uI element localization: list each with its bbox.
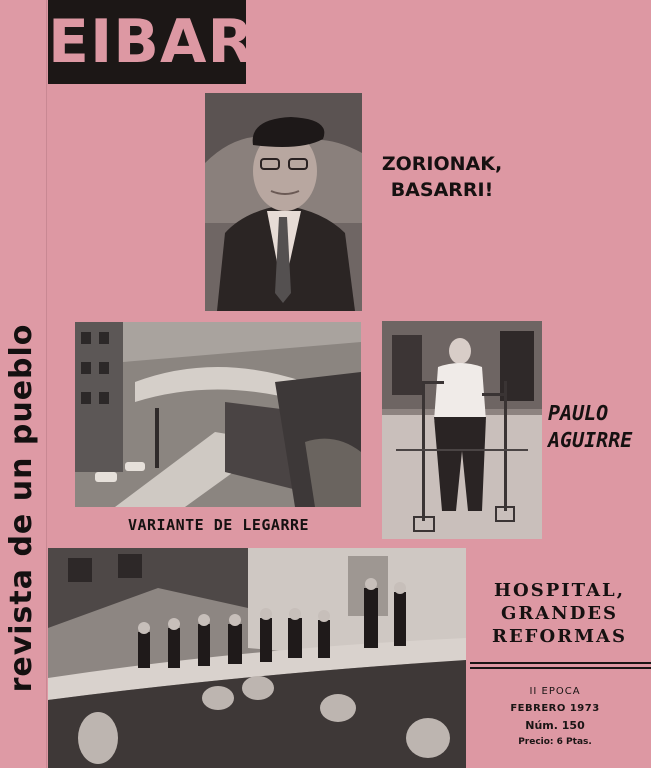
headline-paulo-line2: AGUIRRE — [548, 428, 633, 452]
headline-basarri-line2: BASARRI! — [390, 179, 494, 201]
headline-hospital-line2: GRANDES — [500, 603, 619, 624]
headline-paulo-aguirre — [548, 400, 651, 454]
spine-tagline: revista de un pueblo — [4, 323, 39, 693]
headline-basarri-line1: ZORIONAK, — [381, 153, 503, 175]
headline-paulo-line1: PAULO — [548, 401, 609, 425]
headline-hospital — [468, 579, 651, 648]
show-through-masthead — [440, 28, 620, 64]
headline-basarri — [372, 151, 512, 203]
paulo-aguirre-photo — [382, 321, 542, 539]
hospital-photo — [48, 548, 466, 768]
masthead-title: EIBAR — [48, 7, 255, 77]
spine-strip — [0, 0, 47, 768]
variante-photo — [75, 322, 361, 507]
masthead — [48, 0, 255, 84]
issue-info — [470, 684, 640, 751]
headline-hospital-line1: HOSPITAL, — [494, 580, 625, 601]
portrait-photo — [205, 93, 362, 311]
divider-rule-2 — [470, 667, 651, 669]
issue-number: Núm. 150 — [525, 719, 585, 732]
headline-variante: VARIANTE DE LEGARRE — [127, 516, 310, 534]
headline-hospital-line3: REFORMAS — [492, 626, 627, 647]
issue-date: FEBRERO 1973 — [510, 703, 600, 714]
divider-rule-1 — [470, 662, 651, 664]
issue-price: Precio: 6 Ptas. — [518, 737, 592, 747]
issue-epoca: II EPOCA — [529, 686, 581, 697]
